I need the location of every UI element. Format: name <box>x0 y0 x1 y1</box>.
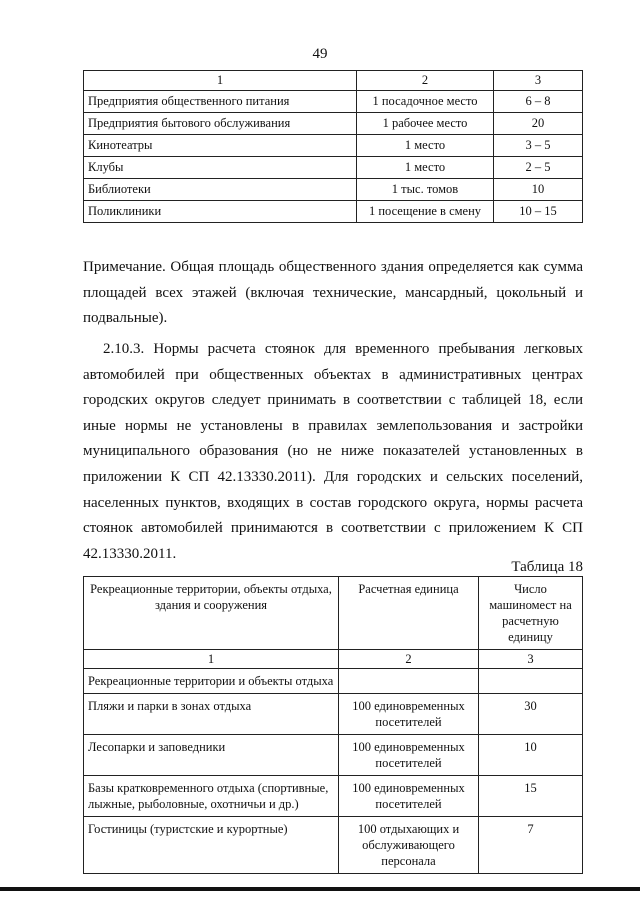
table-18 <box>83 576 583 874</box>
unit-cell: 100 отдыхающих и обслуживающего персонала <box>339 817 479 874</box>
facility-name: Предприятия бытового обслуживания <box>84 113 357 135</box>
facility-name: Поликлиники <box>84 201 357 223</box>
unit-cell: 100 единовременных посетителей <box>339 776 479 817</box>
unit-cell: 1 посещение в смену <box>357 201 494 223</box>
empty-cell <box>339 669 479 694</box>
value-cell: 30 <box>479 694 583 735</box>
column-number: 3 <box>494 71 583 91</box>
table-row <box>84 113 583 135</box>
bottom-rule <box>0 887 640 891</box>
table-row <box>84 135 583 157</box>
value-cell: 10 <box>494 179 583 201</box>
table-header-row <box>84 71 583 91</box>
value-cell: 20 <box>494 113 583 135</box>
value-cell: 6 – 8 <box>494 91 583 113</box>
facility-name: Клубы <box>84 157 357 179</box>
value-cell: 10 <box>479 735 583 776</box>
value-cell: 10 – 15 <box>494 201 583 223</box>
unit-cell: 100 единовременных посетителей <box>339 735 479 776</box>
unit-cell: 100 единовременных посетителей <box>339 694 479 735</box>
unit-cell: 1 посадочное место <box>357 91 494 113</box>
table-row <box>84 776 583 817</box>
unit-cell: 1 тыс. томов <box>357 179 494 201</box>
facility-name: Базы кратковременного отдыха (спортивные, лыжные, рыболовные, охотничьи и др.) <box>84 776 339 817</box>
note-paragraph: Примечание. Общая площадь общественного здания определяется как сумма площадей всех этажей (включая технические, мансардный, цокольный и подвальные). <box>83 259 583 327</box>
column-number-row <box>84 650 583 669</box>
section-title: Рекреационные территории и объекты отдыха <box>84 669 339 694</box>
facility-name: Предприятия общественного питания <box>84 91 357 113</box>
table-row <box>84 179 583 201</box>
section-paragraph <box>83 337 583 567</box>
column-number: 2 <box>357 71 494 91</box>
unit-cell: 1 место <box>357 157 494 179</box>
unit-cell: 1 место <box>357 135 494 157</box>
table-row <box>84 817 583 874</box>
table-row <box>84 735 583 776</box>
table-row <box>84 157 583 179</box>
value-cell: 3 – 5 <box>494 135 583 157</box>
table-header-row <box>84 577 583 650</box>
page-number: 49 <box>312 46 328 62</box>
column-header: Рекреационные территории, объекты отдыха, здания и сооружения <box>84 577 339 650</box>
facility-name: Кинотеатры <box>84 135 357 157</box>
section-row <box>84 669 583 694</box>
column-number: 3 <box>479 650 583 669</box>
column-number: 1 <box>84 71 357 91</box>
value-cell: 7 <box>479 817 583 874</box>
facility-name: Библиотеки <box>84 179 357 201</box>
table-caption: Таблица 18 <box>511 559 583 575</box>
table-row <box>84 694 583 735</box>
facility-name: Гостиницы (туристские и курортные) <box>84 817 339 874</box>
column-header: Число машиномест на расчетную единицу <box>479 577 583 650</box>
table-row <box>84 201 583 223</box>
facility-name: Лесопарки и заповедники <box>84 735 339 776</box>
unit-cell: 1 рабочее место <box>357 113 494 135</box>
column-number: 1 <box>84 650 339 669</box>
empty-cell <box>479 669 583 694</box>
value-cell: 2 – 5 <box>494 157 583 179</box>
column-number: 2 <box>339 650 479 669</box>
value-cell: 15 <box>479 776 583 817</box>
parking-norms-table-continued <box>83 70 583 223</box>
facility-name: Пляжи и парки в зонах отдыха <box>84 694 339 735</box>
table-row <box>84 91 583 113</box>
column-header: Расчетная единица <box>339 577 479 650</box>
paragraph-text: 2.10.3. Нормы расчета стоянок для временного пребывания легковых автомобилей при общественных объектах в административных центрах городских округов следует принимать в соответствии с таблицей 18, если иные нормы не установлены в правилах землепользования и застройки муниципального образования (но не ниже показателей установленных в приложении К СП 42.13330.2011). Для городских и сельских поселений, населенных пунктов, входящих в состав городского округа, нормы расчета стоянок автомобилей принимаются в соответствии с приложением К СП 42.13330.2011. <box>83 341 583 562</box>
